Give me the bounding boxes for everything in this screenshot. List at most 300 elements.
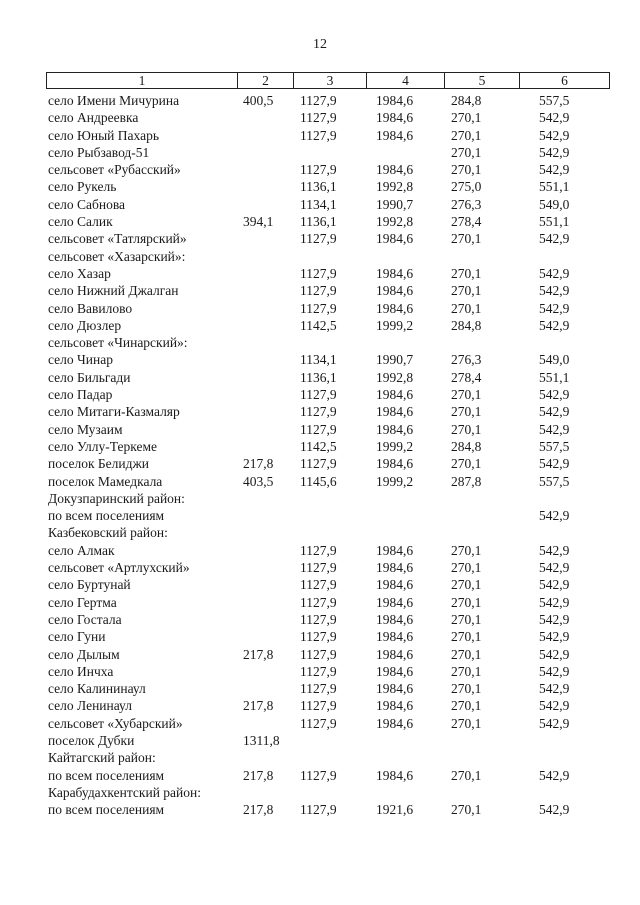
value-col-3: 1127,9 xyxy=(300,594,337,610)
value-col-6: 557,5 xyxy=(539,473,570,489)
value-col-6: 542,9 xyxy=(539,162,570,178)
table-row xyxy=(46,680,609,697)
value-col-3: 1127,9 xyxy=(300,681,337,697)
value-col-2 xyxy=(237,351,293,368)
value-col-4: 1984,6 xyxy=(376,421,414,437)
value-col-2 xyxy=(237,369,293,386)
value-col-6: 542,9 xyxy=(539,767,570,783)
tariff-table-body xyxy=(46,92,609,818)
value-col-6: 542,9 xyxy=(539,577,570,593)
value-col-4: 1984,6 xyxy=(376,127,414,143)
value-col-3: 1127,9 xyxy=(300,283,337,299)
value-col-4: 1984,6 xyxy=(376,611,414,627)
settlement-name: Казбековский район: xyxy=(48,525,168,541)
table-row xyxy=(46,490,609,507)
value-col-3 xyxy=(293,507,366,524)
value-col-6 xyxy=(519,732,609,749)
value-col-6: 542,9 xyxy=(539,611,570,627)
column-header-row xyxy=(47,73,610,89)
value-col-4: 1984,6 xyxy=(376,715,414,731)
table-row xyxy=(46,438,609,455)
value-col-3: 1127,9 xyxy=(300,577,337,593)
value-col-3: 1127,9 xyxy=(300,629,337,645)
value-col-6 xyxy=(519,490,609,507)
value-col-5: 270,1 xyxy=(451,663,482,679)
value-col-5: 287,8 xyxy=(451,473,482,489)
value-col-2 xyxy=(237,178,293,195)
page-number: 12 xyxy=(313,37,327,52)
value-col-3 xyxy=(293,749,366,766)
value-col-5: 270,1 xyxy=(451,144,482,160)
value-col-6: 542,9 xyxy=(539,681,570,697)
value-col-2 xyxy=(237,784,293,801)
table-row xyxy=(46,767,609,784)
value-col-5: 270,1 xyxy=(451,421,482,437)
value-col-6: 542,9 xyxy=(539,508,570,524)
value-col-3: 1127,9 xyxy=(300,421,337,437)
value-col-6: 542,9 xyxy=(539,283,570,299)
table-row xyxy=(46,715,609,732)
value-col-2: 217,8 xyxy=(243,646,274,662)
value-col-2: 394,1 xyxy=(243,214,274,230)
value-col-5: 270,1 xyxy=(451,404,482,420)
table-row xyxy=(46,576,609,593)
value-col-2: 403,5 xyxy=(243,473,274,489)
settlement-name: село Имени Мичурина xyxy=(48,93,180,108)
value-col-4: 1984,6 xyxy=(376,663,414,679)
value-col-6: 542,9 xyxy=(539,421,570,437)
table-row xyxy=(46,784,609,801)
value-col-4: 1984,6 xyxy=(376,93,414,108)
table-row xyxy=(46,697,609,714)
value-col-3: 1127,9 xyxy=(300,767,337,783)
settlement-name: село Дылым xyxy=(48,646,120,662)
settlement-name: село Андреевка xyxy=(48,110,139,126)
value-col-4: 1984,6 xyxy=(376,681,414,697)
value-col-5 xyxy=(444,490,519,507)
value-col-3: 1127,9 xyxy=(300,162,337,178)
value-col-5: 270,1 xyxy=(451,300,482,316)
value-col-5: 278,4 xyxy=(451,214,482,230)
value-col-4: 1984,6 xyxy=(376,162,414,178)
value-col-2 xyxy=(237,680,293,697)
value-col-4: 1992,8 xyxy=(376,214,414,230)
value-col-3: 1136,1 xyxy=(300,179,337,195)
column-header-1: 1 xyxy=(47,73,238,89)
value-col-5: 284,8 xyxy=(451,93,482,108)
value-col-2: 217,8 xyxy=(243,698,274,714)
table-row xyxy=(46,265,609,282)
settlement-name: сельсовет «Артлухский» xyxy=(48,560,190,576)
value-col-6: 542,9 xyxy=(539,802,570,818)
value-col-3 xyxy=(293,524,366,541)
table-row xyxy=(46,369,609,386)
settlement-name: село Митаги-Казмаляр xyxy=(48,404,180,420)
table-row xyxy=(46,248,609,265)
settlement-name: сельсовет «Чинарский»: xyxy=(48,335,188,351)
value-col-4: 1990,7 xyxy=(376,352,414,368)
value-col-6: 542,9 xyxy=(539,265,570,281)
value-col-5: 278,4 xyxy=(451,369,482,385)
value-col-5: 284,8 xyxy=(451,438,482,454)
settlement-name: село Уллу-Теркеме xyxy=(48,438,157,454)
value-col-3: 1127,9 xyxy=(300,300,337,316)
value-col-4: 1984,6 xyxy=(376,629,414,645)
settlement-name: Кайтагский район: xyxy=(48,750,156,766)
settlement-name: сельсовет «Хубарский» xyxy=(48,715,183,731)
value-col-2 xyxy=(237,300,293,317)
value-col-5: 270,1 xyxy=(451,681,482,697)
value-col-2 xyxy=(237,161,293,178)
table-row xyxy=(46,300,609,317)
settlement-name: село Бильгади xyxy=(48,369,131,385)
value-col-6: 542,9 xyxy=(539,300,570,316)
value-col-4: 1984,6 xyxy=(376,456,414,472)
value-col-2: 1311,8 xyxy=(243,732,280,748)
value-col-4: 1984,6 xyxy=(376,698,414,714)
table-row xyxy=(46,507,609,524)
value-col-3 xyxy=(293,732,366,749)
settlement-name: село Сабнова xyxy=(48,196,126,212)
value-col-5 xyxy=(444,524,519,541)
value-col-6: 557,5 xyxy=(539,93,570,108)
value-col-3: 1127,9 xyxy=(300,404,337,420)
value-col-3: 1136,1 xyxy=(300,214,337,230)
value-col-4: 1984,6 xyxy=(376,594,414,610)
value-col-2 xyxy=(237,576,293,593)
value-col-5: 270,1 xyxy=(451,646,482,662)
value-col-4 xyxy=(366,507,444,524)
settlement-name: село Музаим xyxy=(48,421,123,437)
settlement-name: село Нижний Джалган xyxy=(48,283,179,299)
value-col-5 xyxy=(444,784,519,801)
value-col-3: 1127,9 xyxy=(300,646,337,662)
value-col-4: 1984,6 xyxy=(376,283,414,299)
value-col-3: 1127,9 xyxy=(300,127,337,143)
value-col-3: 1136,1 xyxy=(300,369,337,385)
table-row xyxy=(46,386,609,403)
value-col-3 xyxy=(293,490,366,507)
value-col-3: 1127,9 xyxy=(300,110,337,126)
value-col-6: 549,0 xyxy=(539,196,570,212)
settlement-name: село Хазар xyxy=(48,265,111,281)
value-col-4: 1984,6 xyxy=(376,300,414,316)
table-row xyxy=(46,559,609,576)
value-col-5: 270,1 xyxy=(451,594,482,610)
value-col-6: 542,9 xyxy=(539,231,570,247)
value-col-2 xyxy=(237,663,293,680)
value-col-2 xyxy=(237,317,293,334)
value-col-6: 542,9 xyxy=(539,456,570,472)
settlement-name: по всем поселениям xyxy=(48,508,165,524)
value-col-2: 400,5 xyxy=(243,93,274,108)
value-col-6: 542,9 xyxy=(539,560,570,576)
settlement-name: село Буртунай xyxy=(48,577,131,593)
value-col-5: 270,1 xyxy=(451,611,482,627)
value-col-4 xyxy=(366,248,444,265)
value-col-5: 270,1 xyxy=(451,715,482,731)
value-col-4: 1984,6 xyxy=(376,767,414,783)
table-row xyxy=(46,646,609,663)
settlement-name: поселок Белиджи xyxy=(48,456,150,472)
value-col-5: 275,0 xyxy=(451,179,482,195)
value-col-6: 542,9 xyxy=(539,698,570,714)
value-col-6: 542,9 xyxy=(539,629,570,645)
value-col-6: 551,1 xyxy=(539,179,570,195)
value-col-2 xyxy=(237,230,293,247)
value-col-5: 270,1 xyxy=(451,127,482,143)
value-col-5: 270,1 xyxy=(451,542,482,558)
value-col-2 xyxy=(237,715,293,732)
value-col-6: 551,1 xyxy=(539,214,570,230)
value-col-5: 270,1 xyxy=(451,265,482,281)
value-col-4: 1984,6 xyxy=(376,542,414,558)
value-col-5: 284,8 xyxy=(451,317,482,333)
value-col-4: 1992,8 xyxy=(376,369,414,385)
column-header-3: 3 xyxy=(294,73,367,89)
value-col-6 xyxy=(519,248,609,265)
settlement-name: сельсовет «Хазарский»: xyxy=(48,248,186,264)
column-header-2: 2 xyxy=(238,73,294,89)
table-row xyxy=(46,196,609,213)
table-row xyxy=(46,732,609,749)
value-col-3: 1127,9 xyxy=(300,456,337,472)
table-row xyxy=(46,144,609,161)
table-row xyxy=(46,127,609,144)
value-col-4 xyxy=(366,784,444,801)
settlement-name: Карабудахкентский район: xyxy=(48,784,201,800)
value-col-3 xyxy=(293,144,366,161)
value-col-2 xyxy=(237,127,293,144)
value-col-3: 1142,5 xyxy=(300,438,337,454)
value-col-4 xyxy=(366,732,444,749)
value-col-3: 1127,9 xyxy=(300,698,337,714)
value-col-2 xyxy=(237,196,293,213)
column-header-table xyxy=(46,72,610,89)
value-col-2 xyxy=(237,265,293,282)
value-col-4 xyxy=(366,749,444,766)
table-row xyxy=(46,663,609,680)
value-col-5 xyxy=(444,749,519,766)
value-col-2 xyxy=(237,438,293,455)
value-col-3: 1127,9 xyxy=(300,265,337,281)
value-col-3: 1134,1 xyxy=(300,196,337,212)
value-col-5: 270,1 xyxy=(451,767,482,783)
value-col-3: 1127,9 xyxy=(300,611,337,627)
table-row xyxy=(46,92,609,109)
value-col-4: 1984,6 xyxy=(376,404,414,420)
settlement-name: село Юный Пахарь xyxy=(48,127,159,143)
value-col-3: 1127,9 xyxy=(300,715,337,731)
table-row xyxy=(46,749,609,766)
value-col-5: 270,1 xyxy=(451,698,482,714)
value-col-4: 1999,2 xyxy=(376,317,414,333)
value-col-5 xyxy=(444,248,519,265)
value-col-2 xyxy=(237,507,293,524)
settlement-name: село Калининаул xyxy=(48,681,146,697)
value-col-6: 557,5 xyxy=(539,438,570,454)
settlement-name: село Рукель xyxy=(48,179,117,195)
table-row xyxy=(46,351,609,368)
value-col-4 xyxy=(366,334,444,351)
value-col-5 xyxy=(444,507,519,524)
value-col-5: 270,1 xyxy=(451,456,482,472)
settlement-name: село Инчха xyxy=(48,663,114,679)
value-col-2 xyxy=(237,594,293,611)
value-col-2 xyxy=(237,559,293,576)
value-col-3: 1127,9 xyxy=(300,542,337,558)
value-col-2 xyxy=(237,282,293,299)
settlement-name: село Гертма xyxy=(48,594,117,610)
value-col-2 xyxy=(237,386,293,403)
value-col-5: 276,3 xyxy=(451,352,482,368)
value-col-3 xyxy=(293,248,366,265)
value-col-4: 1921,6 xyxy=(376,802,414,818)
value-col-2: 217,8 xyxy=(243,802,274,818)
settlement-name: село Салик xyxy=(48,214,113,230)
table-row xyxy=(46,628,609,645)
value-col-3: 1127,9 xyxy=(300,93,337,108)
value-col-3: 1142,5 xyxy=(300,317,337,333)
column-header-6: 6 xyxy=(520,73,610,89)
value-col-2 xyxy=(237,403,293,420)
value-col-4: 1984,6 xyxy=(376,560,414,576)
value-col-3: 1127,9 xyxy=(300,560,337,576)
table-row xyxy=(46,421,609,438)
value-col-4 xyxy=(366,144,444,161)
settlement-name: село Рыбзавод-51 xyxy=(48,144,150,160)
value-col-5: 270,1 xyxy=(451,802,482,818)
table-row xyxy=(46,403,609,420)
settlement-name: село Гостала xyxy=(48,611,122,627)
value-col-4: 1984,6 xyxy=(376,231,414,247)
settlement-name: село Падар xyxy=(48,387,113,403)
value-col-5 xyxy=(444,334,519,351)
value-col-4: 1984,6 xyxy=(376,110,414,126)
value-col-4: 1984,6 xyxy=(376,577,414,593)
value-col-5: 270,1 xyxy=(451,577,482,593)
value-col-6: 542,9 xyxy=(539,663,570,679)
value-col-5: 270,1 xyxy=(451,560,482,576)
value-col-6: 542,9 xyxy=(539,127,570,143)
value-col-2: 217,8 xyxy=(243,767,274,783)
value-col-5: 270,1 xyxy=(451,162,482,178)
value-col-6: 542,9 xyxy=(539,144,570,160)
settlement-name: поселок Мамедкала xyxy=(48,473,163,489)
value-col-3: 1134,1 xyxy=(300,352,337,368)
value-col-3: 1145,6 xyxy=(300,473,337,489)
value-col-2 xyxy=(237,109,293,126)
table-row xyxy=(46,455,609,472)
value-col-6: 542,9 xyxy=(539,542,570,558)
settlement-name: поселок Дубки xyxy=(48,732,135,748)
table-row xyxy=(46,594,609,611)
value-col-2 xyxy=(237,421,293,438)
value-col-5: 270,1 xyxy=(451,231,482,247)
value-col-2: 217,8 xyxy=(243,456,274,472)
settlement-name: по всем поселениям xyxy=(48,802,165,818)
value-col-6: 542,9 xyxy=(539,594,570,610)
value-col-6: 542,9 xyxy=(539,387,570,403)
value-col-2 xyxy=(237,524,293,541)
value-col-4 xyxy=(366,524,444,541)
value-col-2 xyxy=(237,490,293,507)
settlement-name: село Вавилово xyxy=(48,300,133,316)
settlement-name: село Гуни xyxy=(48,629,106,645)
value-col-5: 270,1 xyxy=(451,387,482,403)
value-col-4: 1984,6 xyxy=(376,646,414,662)
value-col-6 xyxy=(519,749,609,766)
value-col-6: 542,9 xyxy=(539,646,570,662)
value-col-3: 1127,9 xyxy=(300,663,337,679)
value-col-2 xyxy=(237,248,293,265)
table-row xyxy=(46,109,609,126)
value-col-3: 1127,9 xyxy=(300,802,337,818)
settlement-name: село Чинар xyxy=(48,352,113,368)
value-col-5: 270,1 xyxy=(451,110,482,126)
table-row xyxy=(46,801,609,818)
table-row xyxy=(46,524,609,541)
value-col-3 xyxy=(293,334,366,351)
settlement-name: по всем поселениям xyxy=(48,767,165,783)
settlement-name: сельсовет «Рубасский» xyxy=(48,162,181,178)
value-col-5: 270,1 xyxy=(451,283,482,299)
table-row xyxy=(46,334,609,351)
table-row xyxy=(46,611,609,628)
settlement-name: село Дюзлер xyxy=(48,317,122,333)
value-col-4: 1999,2 xyxy=(376,438,414,454)
value-col-3: 1127,9 xyxy=(300,231,337,247)
value-col-6: 542,9 xyxy=(539,110,570,126)
value-col-3 xyxy=(293,784,366,801)
table-row xyxy=(46,317,609,334)
value-col-5 xyxy=(444,732,519,749)
value-col-4: 1984,6 xyxy=(376,265,414,281)
value-col-4: 1999,2 xyxy=(376,473,414,489)
value-col-2 xyxy=(237,542,293,559)
value-col-2 xyxy=(237,144,293,161)
value-col-6 xyxy=(519,524,609,541)
value-col-6: 549,0 xyxy=(539,352,570,368)
value-col-5: 276,3 xyxy=(451,196,482,212)
table-row xyxy=(46,473,609,490)
value-col-6 xyxy=(519,784,609,801)
settlement-name: село Ленинаул xyxy=(48,698,132,714)
settlement-name: сельсовет «Татлярский» xyxy=(48,231,187,247)
value-col-6: 542,9 xyxy=(539,317,570,333)
column-header-4: 4 xyxy=(367,73,445,89)
value-col-5: 270,1 xyxy=(451,629,482,645)
value-col-6: 542,9 xyxy=(539,404,570,420)
value-col-4: 1992,8 xyxy=(376,179,414,195)
table-row xyxy=(46,161,609,178)
table-row xyxy=(46,230,609,247)
value-col-4: 1990,7 xyxy=(376,196,414,212)
tariff-table xyxy=(46,92,609,818)
value-col-4: 1984,6 xyxy=(376,387,414,403)
value-col-6 xyxy=(519,334,609,351)
value-col-2 xyxy=(237,611,293,628)
table-row xyxy=(46,213,609,230)
table-row xyxy=(46,282,609,299)
value-col-2 xyxy=(237,749,293,766)
value-col-6: 551,1 xyxy=(539,369,570,385)
value-col-6: 542,9 xyxy=(539,715,570,731)
table-row xyxy=(46,542,609,559)
column-header-5: 5 xyxy=(445,73,520,89)
table-row xyxy=(46,178,609,195)
value-col-4 xyxy=(366,490,444,507)
